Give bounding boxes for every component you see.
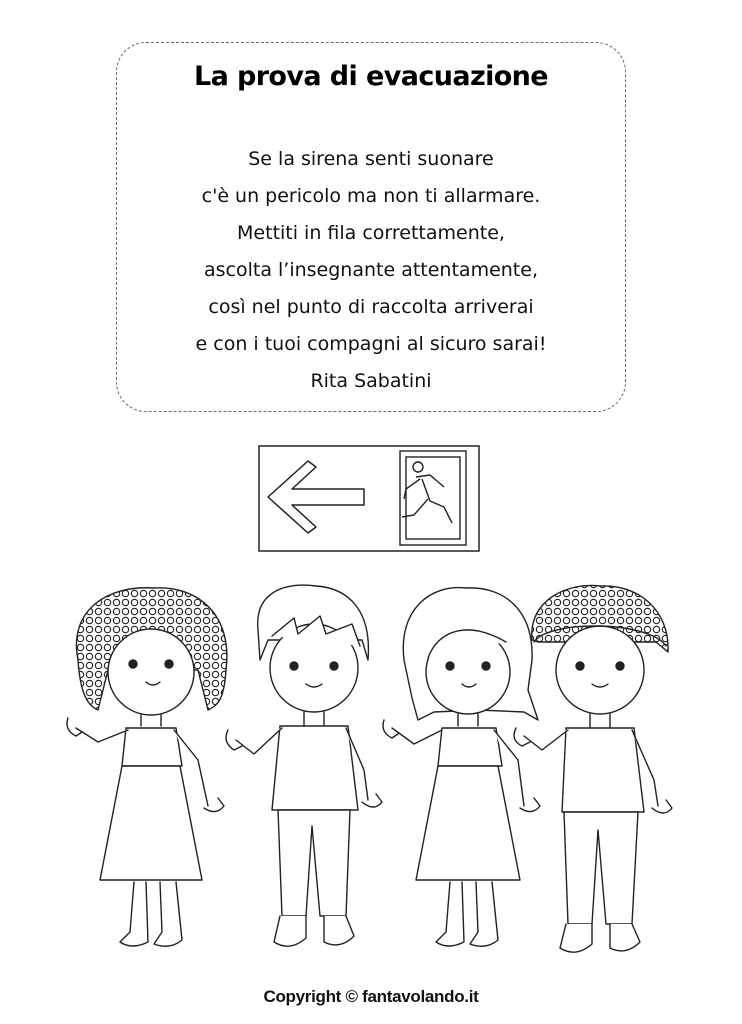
poem-line: Se la sirena senti suonare — [248, 148, 494, 170]
boy-curly-hair — [514, 585, 672, 952]
poem-line: ascolta l’insegnante attentamente, — [203, 259, 538, 281]
poem-author: Rita Sabatini — [310, 370, 432, 392]
poem-line: così nel punto di raccolta arriverai — [208, 296, 534, 318]
boy-short-hair — [226, 585, 382, 946]
girl-long-hair — [383, 588, 540, 947]
poem-line: e con i tuoi compagni al sicuro sarai! — [195, 333, 547, 355]
copyright-footer: Copyright © fantavolando.it — [263, 987, 479, 1006]
poem-text — [117, 141, 625, 400]
page-title: La prova di evacuazione — [193, 61, 549, 92]
children-illustration — [58, 580, 678, 980]
girl-curly-hair — [67, 588, 227, 946]
poem-line: Mettiti in fila correttamente, — [237, 222, 505, 244]
poem-line: c'è un pericolo ma non ti allarmare. — [201, 185, 541, 207]
poem-card — [116, 42, 626, 412]
emergency-exit-sign — [258, 445, 480, 552]
